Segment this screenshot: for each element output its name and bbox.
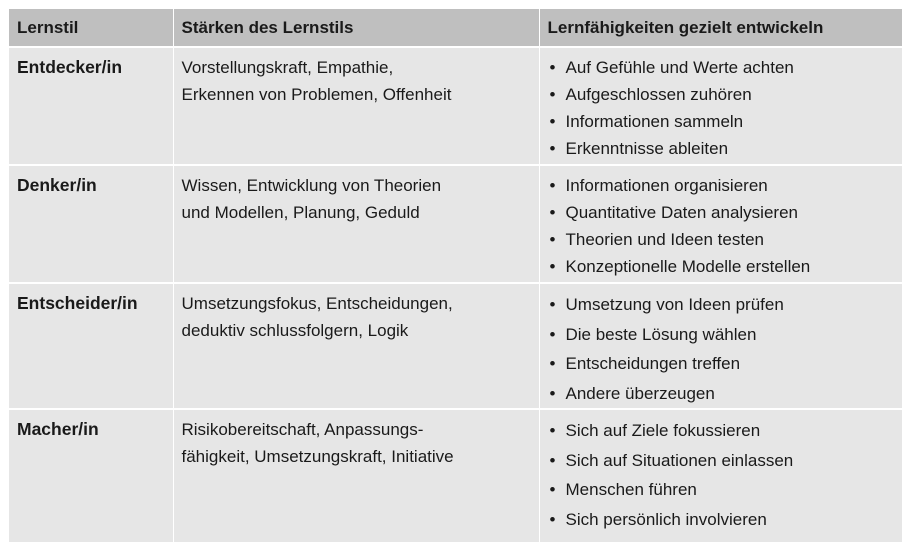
- skill-item: [548, 320, 903, 350]
- skill-text: Erkenntnisse ableiten: [565, 139, 729, 158]
- bullet-icon: •: [549, 58, 556, 77]
- bullet-icon: •: [549, 295, 556, 314]
- bullet-icon: •: [549, 203, 556, 222]
- skills-cell: [539, 283, 902, 409]
- skill-item: [548, 199, 903, 226]
- strengths-cell: [173, 165, 539, 283]
- strengths-line: Wissen, Entwicklung von Theorien: [181, 176, 442, 195]
- strengths-line: deduktiv schlussfolgern, Logik: [181, 321, 409, 340]
- skill-text: Aufgeschlossen zuhören: [565, 85, 752, 104]
- table-row: [9, 409, 902, 542]
- skill-item: [548, 446, 903, 476]
- skill-text: Informationen sammeln: [565, 112, 744, 131]
- skill-item: [548, 81, 903, 108]
- learning-style-name: Denker/in: [9, 165, 173, 283]
- skill-item: [548, 379, 903, 409]
- bullet-icon: •: [549, 421, 556, 440]
- skill-item: [548, 54, 903, 81]
- bullet-icon: •: [549, 176, 556, 195]
- strengths-line: fähigkeit, Umsetzungskraft, Initiative: [181, 447, 454, 466]
- skill-text: Sich persönlich involvieren: [565, 509, 767, 529]
- learning-styles-table: [9, 9, 902, 542]
- table-row: [9, 47, 902, 165]
- skill-item: [548, 290, 903, 320]
- strengths-line: Umsetzungsfokus, Entscheidungen,: [181, 294, 453, 313]
- skill-text: Andere überzeugen: [565, 383, 715, 403]
- strengths-line: Risikobereitschaft, Anpassungs-: [181, 420, 424, 439]
- skills-list: [548, 290, 903, 408]
- table-header-row: [9, 9, 902, 47]
- skill-text: Quantitative Daten analysieren: [565, 203, 798, 222]
- skills-cell: [539, 409, 902, 542]
- bullet-icon: •: [549, 509, 556, 529]
- learning-style-name: Entdecker/in: [9, 47, 173, 165]
- learning-styles-table-container: [9, 9, 902, 549]
- strengths-cell: [173, 409, 539, 542]
- skill-text: Die beste Lösung wählen: [565, 324, 757, 344]
- skill-item: [548, 349, 903, 379]
- skill-item: [548, 416, 903, 446]
- strengths-cell: [173, 283, 539, 409]
- skill-item: [548, 475, 903, 505]
- header-learning-style: Lernstil: [9, 9, 173, 47]
- table-row: [9, 165, 902, 283]
- skill-text: Sich auf Ziele fokussieren: [565, 421, 761, 440]
- skill-text: Sich auf Situationen einlassen: [565, 450, 794, 470]
- skills-cell: [539, 165, 902, 283]
- bullet-icon: •: [549, 383, 556, 403]
- skill-text: Informationen organisieren: [565, 176, 768, 195]
- bullet-icon: •: [549, 354, 556, 373]
- bullet-icon: •: [549, 480, 556, 499]
- skill-text: Auf Gefühle und Werte achten: [565, 58, 794, 77]
- skill-text: Menschen führen: [565, 480, 697, 499]
- bullet-icon: •: [549, 112, 556, 131]
- learning-style-name: Macher/in: [9, 409, 173, 542]
- strengths-line: Erkennen von Problemen, Offenheit: [181, 85, 452, 104]
- skill-item: [548, 135, 903, 162]
- skill-item: [548, 505, 903, 535]
- bullet-icon: •: [549, 257, 556, 276]
- skill-item: [548, 108, 903, 135]
- skill-text: Entscheidungen treffen: [565, 354, 741, 373]
- header-develop-skills: Lernfähigkeiten gezielt entwickeln: [547, 17, 824, 37]
- strengths-line: und Modellen, Planung, Geduld: [181, 203, 420, 222]
- bullet-icon: •: [549, 450, 556, 470]
- skill-text: Konzeptionelle Modelle erstellen: [565, 257, 811, 276]
- table-row: [9, 283, 902, 409]
- skills-cell: [539, 47, 902, 165]
- skills-list: [548, 54, 903, 162]
- strengths-line: Vorstellungskraft, Empathie,: [181, 58, 394, 77]
- learning-style-name: Entscheider/in: [9, 283, 173, 409]
- bullet-icon: •: [549, 230, 556, 249]
- bullet-icon: •: [549, 85, 556, 104]
- header-strengths: Stärken des Lernstils: [173, 9, 539, 47]
- skill-text: Umsetzung von Ideen prüfen: [565, 295, 784, 314]
- skills-list: [548, 416, 903, 534]
- skill-item: [548, 226, 903, 253]
- skill-text: Theorien und Ideen testen: [565, 230, 764, 249]
- skill-item: [548, 253, 903, 280]
- bullet-icon: •: [549, 324, 556, 344]
- skill-item: [548, 172, 903, 199]
- skills-list: [548, 172, 903, 280]
- bullet-icon: •: [549, 139, 556, 158]
- strengths-cell: [173, 47, 539, 165]
